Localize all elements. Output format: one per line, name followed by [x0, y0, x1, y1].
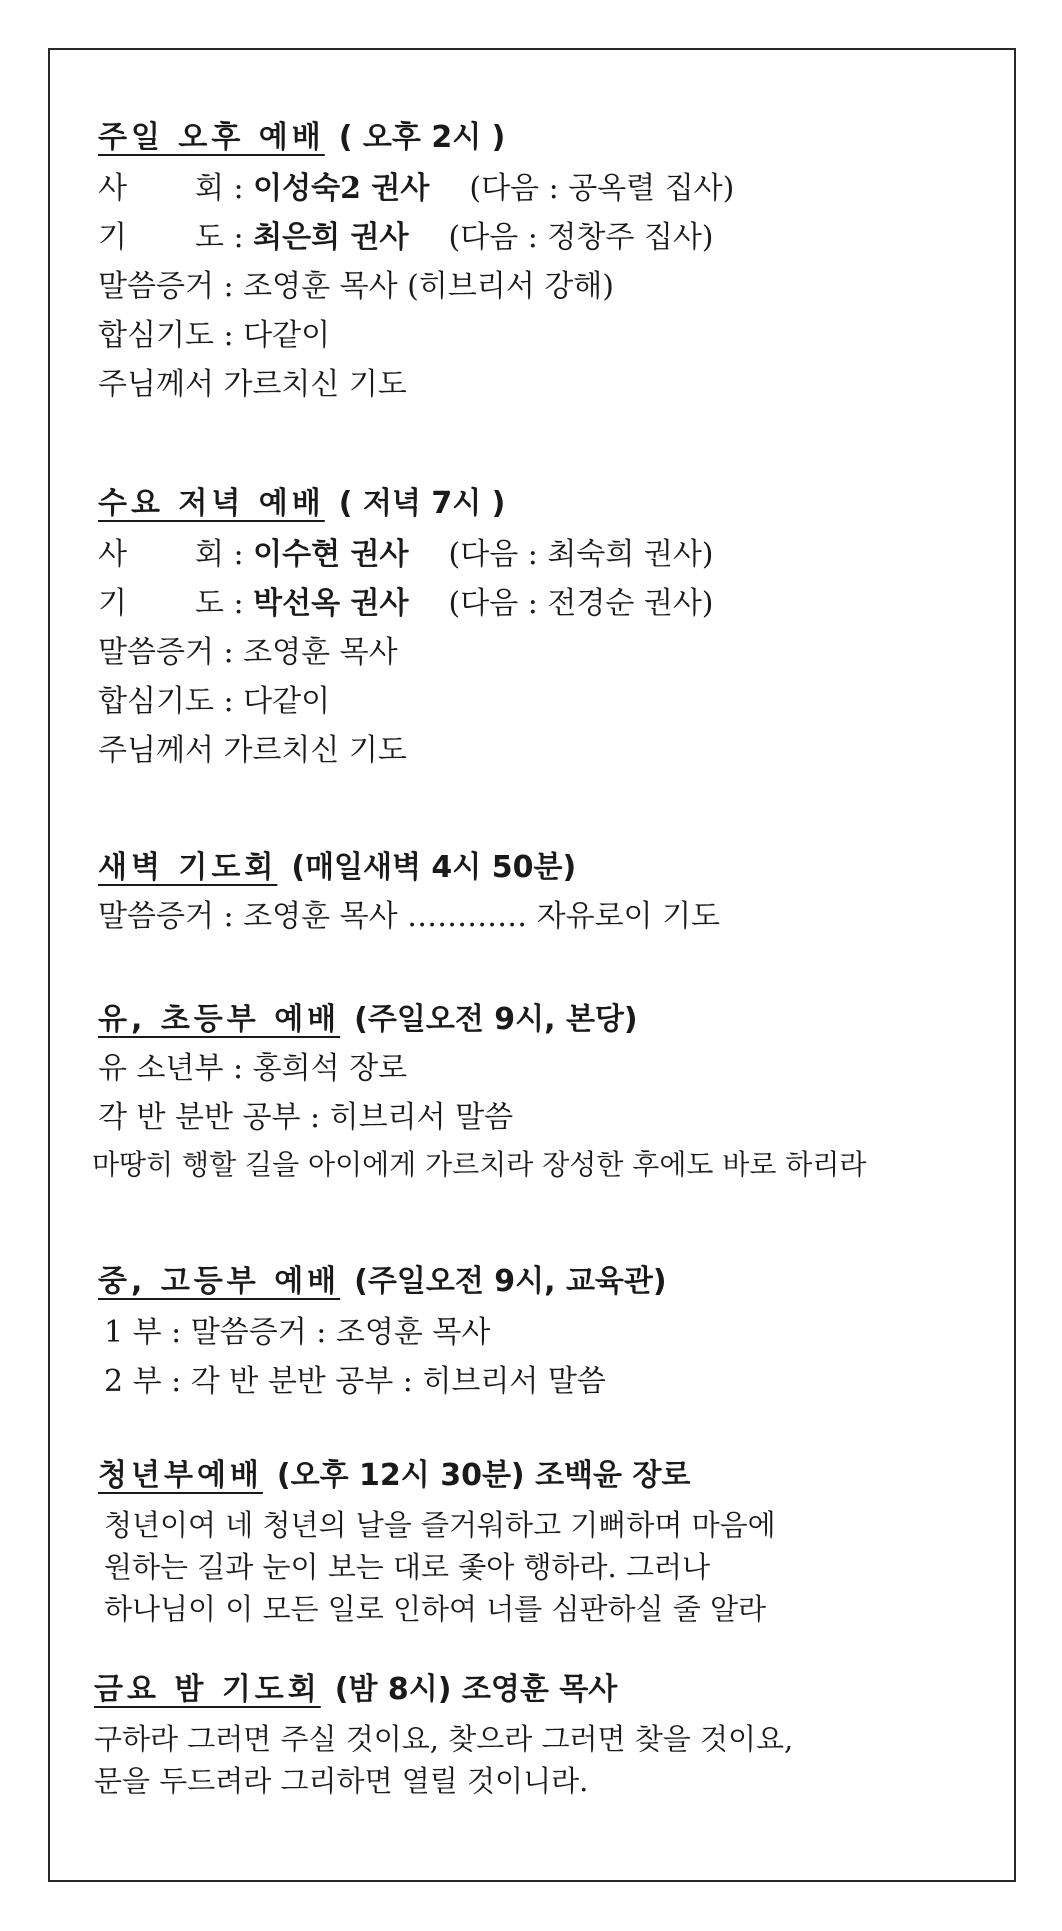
- unison-value: 다같이: [243, 684, 331, 719]
- host-label-b: 회: [194, 171, 224, 206]
- youth-line-1: 1 부 : 말씀증거 : 조영훈 목사: [104, 1315, 491, 1350]
- children-section: [92, 1000, 998, 1188]
- prayer-label-b: 도: [194, 220, 224, 255]
- host-name: 이성숙2 권사: [253, 171, 430, 206]
- prayer-label-a: 기: [98, 220, 127, 255]
- unison-row: 합심기도 : 다같이: [98, 684, 331, 719]
- young-adult-verse-3: 하나님이 이 모든 일로 인하여 너를 심판하실 줄 알라: [104, 1592, 767, 1626]
- section-time: ( 저녁 7시 ): [338, 486, 506, 521]
- sunday-afternoon-heading: [98, 118, 998, 158]
- prayer-row: 기 도 : 최은희 권사 (다음 : 정창주 집사): [98, 220, 714, 255]
- prayer-label-a: 기: [98, 586, 127, 621]
- children-line-1: 유 소년부 : 홍희석 장로: [98, 1051, 408, 1086]
- youth-section: [98, 1262, 998, 1406]
- children-verse: 마땅히 행할 길을 아이에게 가르치라 장성한 후에도 바로 하리라: [92, 1148, 867, 1181]
- prayer-name: 박선옥 권사: [253, 586, 409, 621]
- sermon-value: 조영훈 목사: [243, 635, 398, 670]
- unison-row: 합심기도 : 다같이: [98, 318, 331, 353]
- unison-value: 다같이: [243, 318, 331, 353]
- prayer-next: (다음 : 전경순 권사): [448, 586, 714, 621]
- friday-night-heading: [94, 1670, 994, 1710]
- friday-night-verse-1: 구하라 그러면 주실 것이요, 찾으라 그러면 찾을 것이요,: [94, 1722, 794, 1756]
- friday-night-section: [94, 1670, 994, 1802]
- young-adult-section: [98, 1456, 998, 1630]
- prayer-row: 기 도 : 박선옥 권사 (다음 : 전경순 권사): [98, 586, 714, 621]
- children-heading: [98, 1000, 998, 1040]
- host-next: (다음 : 최숙희 권사): [448, 537, 714, 572]
- section-time: (밤 8시) 조영훈 목사: [334, 1672, 618, 1707]
- section-title: 수요 저녁 예배: [98, 486, 325, 521]
- section-title: 금요 밤 기도회: [94, 1672, 321, 1707]
- section-time: (주일오전 9시, 본당): [354, 1002, 638, 1037]
- prayer-name: 최은희 권사: [253, 220, 409, 255]
- sunday-afternoon-section: [98, 118, 998, 409]
- prayer-label-b: 도: [194, 586, 224, 621]
- dawn-prayer-section: [98, 848, 998, 941]
- host-row: 사 회 : 이성숙2 권사 (다음 : 공옥렬 집사): [98, 171, 735, 206]
- host-label-b: 회: [194, 537, 224, 572]
- section-time: ( 오후 2시 ): [338, 120, 506, 155]
- section-time: (주일오전 9시, 교육관): [354, 1264, 667, 1299]
- section-title: 청년부예배: [98, 1458, 263, 1493]
- prayer-next: (다음 : 정창주 집사): [448, 220, 714, 255]
- section-title: 새벽 기도회: [98, 850, 278, 885]
- sermon-row: 말씀증거 : 조영훈 목사 (히브리서 강해): [98, 269, 614, 304]
- dawn-prayer-heading: [98, 848, 998, 888]
- youth-heading: [98, 1262, 998, 1302]
- sermon-label: 말씀증거: [98, 269, 214, 304]
- host-next: (다음 : 공옥렬 집사): [469, 171, 735, 206]
- host-row: 사 회 : 이수현 권사 (다음 : 최숙희 권사): [98, 537, 714, 572]
- sermon-value: 조영훈 목사 (히브리서 강해): [243, 269, 614, 304]
- sermon-label: 말씀증거: [98, 635, 214, 670]
- wednesday-evening-section: [98, 484, 998, 775]
- unison-label: 합심기도: [98, 318, 214, 353]
- young-adult-heading: [98, 1456, 998, 1496]
- youth-line-2: 2 부 : 각 반 분반 공부 : 히브리서 말씀: [104, 1364, 606, 1399]
- friday-night-verse-2: 문을 두드려라 그리하면 열릴 것이니라.: [94, 1764, 589, 1798]
- host-name: 이수현 권사: [253, 537, 409, 572]
- sermon-label: 말씀증거: [98, 899, 214, 934]
- lords-prayer-row: 주님께서 가르치신 기도: [98, 733, 407, 768]
- section-title: 중, 고등부 예배: [98, 1264, 341, 1299]
- young-adult-verse-2: 원하는 길과 눈이 보는 대로 좇아 행하라. 그러나: [104, 1550, 711, 1584]
- lords-prayer-row: 주님께서 가르치신 기도: [98, 367, 407, 402]
- children-line-2: 각 반 분반 공부 : 히브리서 말씀: [98, 1100, 514, 1135]
- sermon-value: 조영훈 목사 ………… 자유로이 기도: [243, 899, 721, 934]
- section-time: (매일새벽 4시 50분): [291, 850, 577, 885]
- section-title: 주일 오후 예배: [98, 120, 325, 155]
- host-label-a: 사: [98, 537, 127, 572]
- young-adult-verse-1: 청년이여 네 청년의 날을 즐거워하고 기뻐하며 마음에: [104, 1508, 776, 1542]
- wednesday-evening-heading: [98, 484, 998, 524]
- section-time: (오후 12시 30분) 조백윤 장로: [276, 1458, 691, 1493]
- sermon-row: 말씀증거 : 조영훈 목사 ………… 자유로이 기도: [98, 899, 721, 934]
- host-label-a: 사: [98, 171, 127, 206]
- section-title: 유, 초등부 예배: [98, 1002, 341, 1037]
- sermon-row: 말씀증거 : 조영훈 목사: [98, 635, 398, 670]
- unison-label: 합심기도: [98, 684, 214, 719]
